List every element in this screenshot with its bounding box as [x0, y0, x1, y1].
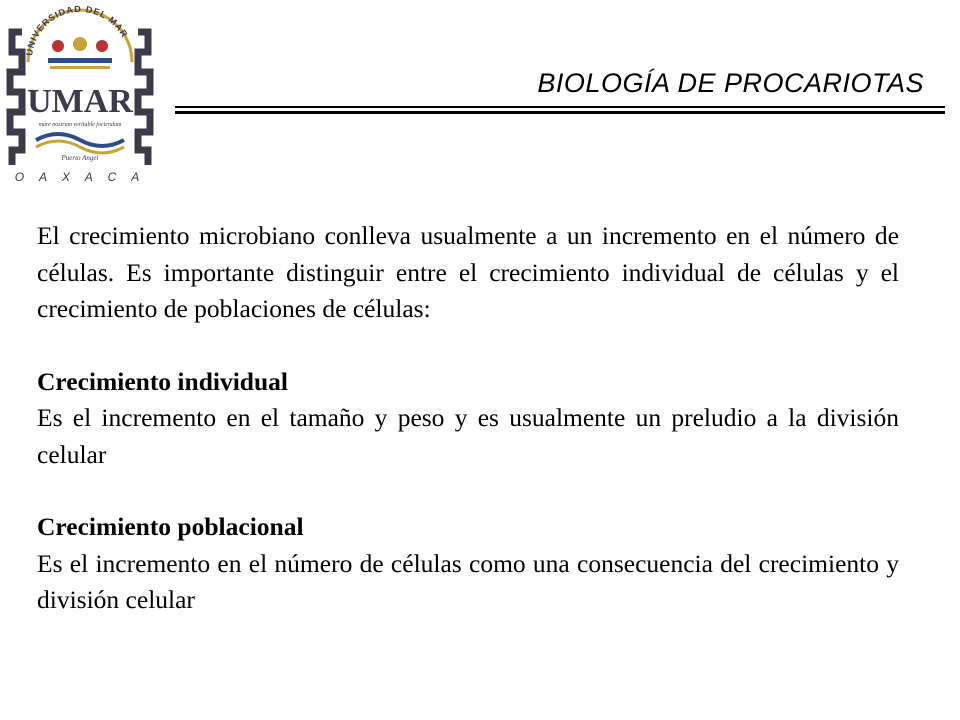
header-divider — [175, 106, 945, 108]
logo-arc-text: UNIVERSIDAD DEL MAR — [24, 3, 130, 57]
section-title-poblacional: Crecimiento poblacional — [37, 512, 304, 541]
page-title: BIOLOGÍA DE PROCARIOTAS — [537, 68, 924, 98]
spacer — [37, 473, 899, 509]
intro-paragraph: El crecimiento microbiano conlleva usualmente a un incremento en el número de células. Es importante distinguir entre el crecimiento individual de células y el crecimiento de poblaciones de células: — [37, 221, 899, 323]
logo-monogram: UMAR — [27, 83, 133, 120]
main-content — [37, 218, 899, 619]
header-divider-secondary — [175, 111, 945, 114]
section-text-poblacional: Es el incremento en el número de células como una consecuencia del crecimiento y división celular — [37, 548, 899, 614]
logo-state: O A X A C A — [14, 170, 146, 184]
logo-motto: mare nostrum veritable fociendum — [38, 122, 122, 128]
section-title-individual: Crecimiento individual — [37, 366, 289, 396]
university-logo — [0, 0, 160, 190]
spacer — [37, 328, 899, 364]
logo-city: Puerto Angel — [61, 154, 99, 162]
section-text-individual: Es el incremento en el tamaño y peso y es usualmente un preludio a la división celular — [37, 403, 899, 469]
